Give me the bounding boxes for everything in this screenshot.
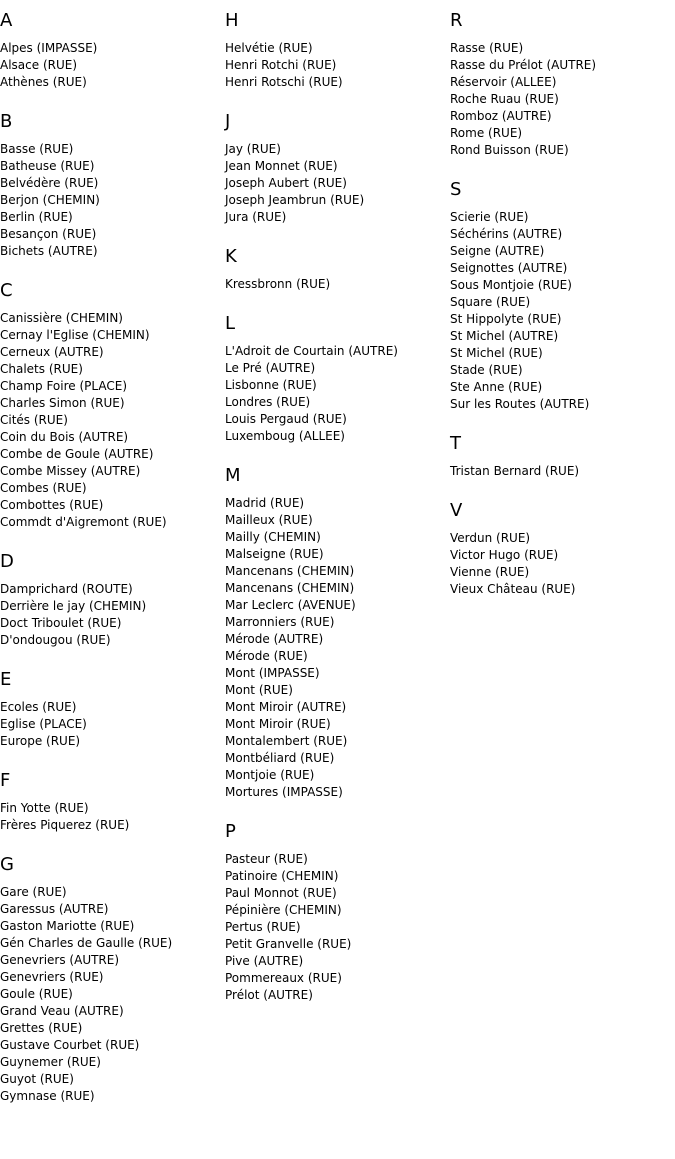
street-list bbox=[0, 699, 225, 750]
street-item: Canissière (CHEMIN) bbox=[0, 311, 123, 325]
street-item: Pépinière (CHEMIN) bbox=[225, 903, 342, 917]
letter-section bbox=[0, 770, 225, 834]
section-letter-heading: T bbox=[450, 433, 461, 454]
street-item: Champ Foire (PLACE) bbox=[0, 379, 127, 393]
street-list bbox=[225, 851, 450, 1004]
street-item: Marronniers (RUE) bbox=[225, 615, 335, 629]
street-item: Gustave Courbet (RUE) bbox=[0, 1038, 140, 1052]
street-item: Besançon (RUE) bbox=[0, 227, 97, 241]
street-item: Gaston Mariotte (RUE) bbox=[0, 919, 135, 933]
street-item: L'Adroit de Courtain (AUTRE) bbox=[225, 344, 398, 358]
street-item: Seignottes (AUTRE) bbox=[450, 261, 568, 275]
street-item: Europe (RUE) bbox=[0, 734, 81, 748]
section-letter-heading: F bbox=[0, 770, 11, 791]
street-item: Combes (RUE) bbox=[0, 481, 87, 495]
street-item: Chalets (RUE) bbox=[0, 362, 83, 376]
street-item: Guyot (RUE) bbox=[0, 1072, 74, 1086]
street-item: Prélot (AUTRE) bbox=[225, 988, 313, 1002]
street-item: Jura (RUE) bbox=[225, 210, 287, 224]
street-list bbox=[225, 495, 450, 801]
street-item: Patinoire (CHEMIN) bbox=[225, 869, 339, 883]
letter-section bbox=[450, 500, 675, 598]
letter-section bbox=[450, 179, 675, 413]
letter-section bbox=[450, 10, 675, 159]
street-item: Alpes (IMPASSE) bbox=[0, 41, 98, 55]
street-item: Alsace (RUE) bbox=[0, 58, 78, 72]
section-letter-heading: M bbox=[225, 465, 241, 486]
street-item: Cerneux (AUTRE) bbox=[0, 345, 104, 359]
street-item: Frères Piquerez (RUE) bbox=[0, 818, 130, 832]
street-item: Mont (IMPASSE) bbox=[225, 666, 320, 680]
street-item: Madrid (RUE) bbox=[225, 496, 305, 510]
letter-section bbox=[225, 111, 450, 226]
street-item: Sous Montjoie (RUE) bbox=[450, 278, 572, 292]
section-letter-heading: G bbox=[0, 854, 14, 875]
street-item: Montalembert (RUE) bbox=[225, 734, 348, 748]
section-letter-heading: L bbox=[225, 313, 236, 334]
street-item: Pertus (RUE) bbox=[225, 920, 301, 934]
section-letter-heading: V bbox=[450, 500, 463, 521]
street-item: Mancenans (CHEMIN) bbox=[225, 581, 355, 595]
street-item: Séchérins (AUTRE) bbox=[450, 227, 563, 241]
street-item: Gén Charles de Gaulle (RUE) bbox=[0, 936, 173, 950]
street-item: Joseph Aubert (RUE) bbox=[225, 176, 347, 190]
street-item: Fin Yotte (RUE) bbox=[0, 801, 89, 815]
street-item: Genevriers (RUE) bbox=[0, 970, 104, 984]
street-item: Goule (RUE) bbox=[0, 987, 73, 1001]
street-item: Mont (RUE) bbox=[225, 683, 293, 697]
section-letter-heading: P bbox=[225, 821, 236, 842]
street-item: Vienne (RUE) bbox=[450, 565, 530, 579]
street-item: Mont Miroir (AUTRE) bbox=[225, 700, 347, 714]
street-item: Combe Missey (AUTRE) bbox=[0, 464, 141, 478]
column-3 bbox=[450, 0, 675, 618]
street-item: Mérode (RUE) bbox=[225, 649, 308, 663]
letter-section bbox=[450, 433, 675, 480]
street-item: Genevriers (AUTRE) bbox=[0, 953, 120, 967]
street-item: Romboz (AUTRE) bbox=[450, 109, 552, 123]
street-list bbox=[0, 310, 225, 531]
street-list bbox=[0, 800, 225, 834]
street-list bbox=[0, 141, 225, 260]
section-letter-heading: J bbox=[225, 111, 231, 132]
street-item: Rome (RUE) bbox=[450, 126, 523, 140]
street-item: Mortures (IMPASSE) bbox=[225, 785, 343, 799]
section-letter-heading: D bbox=[0, 551, 14, 572]
street-item: Pommereaux (RUE) bbox=[225, 971, 342, 985]
street-item: Basse (RUE) bbox=[0, 142, 74, 156]
letter-section bbox=[225, 246, 450, 293]
street-list bbox=[0, 581, 225, 649]
street-list bbox=[225, 141, 450, 226]
letter-section bbox=[0, 854, 225, 1105]
street-item: Belvédère (RUE) bbox=[0, 176, 99, 190]
street-item: Lisbonne (RUE) bbox=[225, 378, 317, 392]
section-letter-heading: S bbox=[450, 179, 462, 200]
section-letter-heading: A bbox=[0, 10, 13, 31]
letter-section bbox=[225, 10, 450, 91]
street-item: Pive (AUTRE) bbox=[225, 954, 304, 968]
street-list bbox=[225, 276, 450, 293]
street-list bbox=[225, 40, 450, 91]
street-item: Verdun (RUE) bbox=[450, 531, 531, 545]
street-item: Garessus (AUTRE) bbox=[0, 902, 109, 916]
street-list bbox=[450, 40, 675, 159]
section-letter-heading: H bbox=[225, 10, 239, 31]
street-item: Coin du Bois (AUTRE) bbox=[0, 430, 129, 444]
street-item: Rond Buisson (RUE) bbox=[450, 143, 569, 157]
street-item: Derrière le jay (CHEMIN) bbox=[0, 599, 147, 613]
street-list bbox=[225, 343, 450, 445]
street-item: Victor Hugo (RUE) bbox=[450, 548, 559, 562]
street-item: Sur les Routes (AUTRE) bbox=[450, 397, 590, 411]
street-item: Rasse (RUE) bbox=[450, 41, 524, 55]
street-item: Mérode (AUTRE) bbox=[225, 632, 324, 646]
street-item: Guynemer (RUE) bbox=[0, 1055, 101, 1069]
street-item: Réservoir (ALLEE) bbox=[450, 75, 557, 89]
letter-section bbox=[0, 551, 225, 649]
street-item: Jean Monnet (RUE) bbox=[225, 159, 338, 173]
street-item: Mancenans (CHEMIN) bbox=[225, 564, 355, 578]
column-1 bbox=[0, 0, 225, 1125]
street-list bbox=[450, 209, 675, 413]
street-item: Gymnase (RUE) bbox=[0, 1089, 95, 1103]
street-item: St Michel (RUE) bbox=[450, 346, 543, 360]
street-item: D'ondougou (RUE) bbox=[0, 633, 111, 647]
street-item: Louis Pergaud (RUE) bbox=[225, 412, 347, 426]
street-item: Jay (RUE) bbox=[225, 142, 281, 156]
street-item: Cités (RUE) bbox=[0, 413, 68, 427]
street-list bbox=[0, 884, 225, 1105]
street-item: Rasse du Prélot (AUTRE) bbox=[450, 58, 597, 72]
street-item: Le Pré (AUTRE) bbox=[225, 361, 316, 375]
street-item: Joseph Jeambrun (RUE) bbox=[225, 193, 365, 207]
street-item: Londres (RUE) bbox=[225, 395, 311, 409]
street-item: Luxemboug (ALLEE) bbox=[225, 429, 345, 443]
street-item: Doct Triboulet (RUE) bbox=[0, 616, 122, 630]
street-item: Combe de Goule (AUTRE) bbox=[0, 447, 154, 461]
street-item: Paul Monnot (RUE) bbox=[225, 886, 337, 900]
street-item: Grettes (RUE) bbox=[0, 1021, 83, 1035]
street-item: Mailly (CHEMIN) bbox=[225, 530, 321, 544]
section-letter-heading: B bbox=[0, 111, 13, 132]
street-item: Helvétie (RUE) bbox=[225, 41, 313, 55]
street-list bbox=[450, 530, 675, 598]
street-item: St Hippolyte (RUE) bbox=[450, 312, 562, 326]
letter-section bbox=[225, 313, 450, 445]
street-list bbox=[450, 463, 675, 480]
street-item: Stade (RUE) bbox=[450, 363, 523, 377]
letter-section bbox=[0, 280, 225, 531]
section-letter-heading: E bbox=[0, 669, 12, 690]
section-letter-heading: C bbox=[0, 280, 13, 301]
street-item: Seigne (AUTRE) bbox=[450, 244, 545, 258]
street-item: Athènes (RUE) bbox=[0, 75, 87, 89]
street-item: Bichets (AUTRE) bbox=[0, 244, 98, 258]
street-item: Montjoie (RUE) bbox=[225, 768, 315, 782]
street-item: Berlin (RUE) bbox=[0, 210, 73, 224]
section-letter-heading: R bbox=[450, 10, 463, 31]
street-item: Cernay l'Eglise (CHEMIN) bbox=[0, 328, 150, 342]
street-item: Henri Rotschi (RUE) bbox=[225, 75, 343, 89]
street-item: St Michel (AUTRE) bbox=[450, 329, 559, 343]
street-item: Damprichard (ROUTE) bbox=[0, 582, 133, 596]
street-item: Petit Granvelle (RUE) bbox=[225, 937, 352, 951]
street-item: Vieux Château (RUE) bbox=[450, 582, 576, 596]
street-item: Ste Anne (RUE) bbox=[450, 380, 543, 394]
street-item: Scierie (RUE) bbox=[450, 210, 529, 224]
section-letter-heading: K bbox=[225, 246, 237, 267]
street-item: Combottes (RUE) bbox=[0, 498, 104, 512]
street-item: Mar Leclerc (AVENUE) bbox=[225, 598, 356, 612]
street-item: Ecoles (RUE) bbox=[0, 700, 77, 714]
street-item: Batheuse (RUE) bbox=[0, 159, 95, 173]
letter-section bbox=[0, 669, 225, 750]
street-item: Montbéliard (RUE) bbox=[225, 751, 335, 765]
letter-section bbox=[0, 10, 225, 91]
street-item: Square (RUE) bbox=[450, 295, 531, 309]
street-item: Mont Miroir (RUE) bbox=[225, 717, 331, 731]
letter-section bbox=[225, 465, 450, 801]
column-2 bbox=[225, 0, 450, 1024]
street-item: Henri Rotchi (RUE) bbox=[225, 58, 337, 72]
street-item: Berjon (CHEMIN) bbox=[0, 193, 100, 207]
street-item: Pasteur (RUE) bbox=[225, 852, 308, 866]
letter-section bbox=[0, 111, 225, 260]
street-item: Charles Simon (RUE) bbox=[0, 396, 125, 410]
street-item: Mailleux (RUE) bbox=[225, 513, 313, 527]
street-item: Roche Ruau (RUE) bbox=[450, 92, 559, 106]
street-list bbox=[0, 40, 225, 91]
street-item: Grand Veau (AUTRE) bbox=[0, 1004, 124, 1018]
street-item: Eglise (PLACE) bbox=[0, 717, 87, 731]
street-item: Gare (RUE) bbox=[0, 885, 67, 899]
street-item: Commdt d'Aigremont (RUE) bbox=[0, 515, 167, 529]
street-item: Tristan Bernard (RUE) bbox=[450, 464, 580, 478]
street-item: Kressbronn (RUE) bbox=[225, 277, 331, 291]
street-item: Malseigne (RUE) bbox=[225, 547, 324, 561]
letter-section bbox=[225, 821, 450, 1004]
